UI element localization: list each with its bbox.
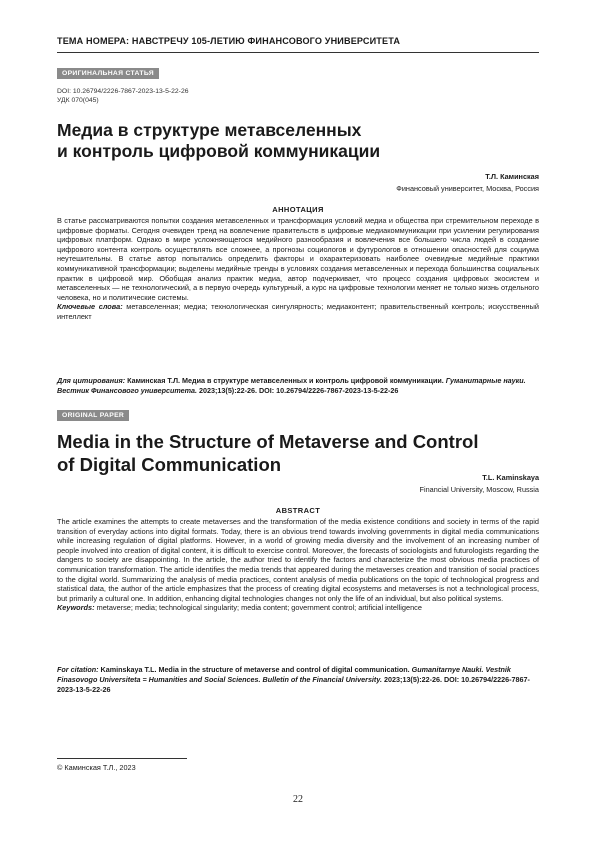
- keywords-list: метавселенная; медиа; технологическая сингулярность; медиаконтент; правительственный контроль; искусственный интеллект: [57, 302, 539, 321]
- author-affiliation: Финансовый университет, Москва, Россия: [396, 183, 539, 193]
- author-name: Т.Л. Каминская: [485, 172, 539, 181]
- abstract-heading-ru: АННОТАЦИЯ: [272, 205, 324, 214]
- abstract-ru: [57, 216, 539, 322]
- page-number: 22: [293, 794, 303, 805]
- author-name: T.L. Kaminskaya: [482, 473, 539, 482]
- citation-tail: 2023;13(5):22-26. DOI: 10.26794/2226-7867-2023-13-5-22-26: [57, 675, 530, 694]
- article-meta-ru: [57, 87, 189, 105]
- citation-ru: [57, 376, 539, 396]
- citation-journal: Гуманитарные науки. Вестник Финансового университета.: [57, 376, 526, 395]
- citation-main: Kaminskaya T.L. Media in the structure of metaverse and control of digital communication.: [98, 665, 412, 674]
- title-line-1: Медиа в структуре метавселенных: [57, 120, 362, 140]
- keywords-label: Keywords:: [57, 603, 95, 613]
- abstract-text: The article examines the attempts to create metaverses and the transformation of the media existence conditions and society in terms of the rapid transition of everyday actions into digital formats. Today, there is an obvious trend towards involving governments in digital media communications while increasing regulation of digital platforms. However, in a world of growing media diversity and the involvement of an increasing number of people involved into creation of digital content, it is difficult to exercise control. Moreover, the forecasts of sociologists and futurologists regarding the dangers to society are disappointing. In the article, the author tried to identify the factors and characterize the most obvious media practices of communication transformation. The article identifies the media trends that appeared during the metaverses creation and transition of social practices to the digital world. Summarizing the analysis of media practices, content analysis of media publications on the topic of technological progress and statistical data, the author of the article emphasizes that the process of creating digital ecosystems and metaverses is not a technological process, but primarily a cultural one. In addition, enhancing digital technologies changes not only the life of an individual, but also political systems.: [57, 517, 539, 603]
- title-line-2: и контроль цифровой коммуникации: [57, 141, 381, 161]
- keywords-list: metaverse; media; technological singularity; media content; government control; artificial intelligence: [94, 603, 422, 613]
- article-title-en: [57, 430, 478, 476]
- copyright-note: © Каминская Т.Л., 2023: [57, 763, 136, 772]
- keywords-en: [57, 603, 539, 613]
- title-line-1: Media in the Structure of Metaverse and Control: [57, 431, 479, 452]
- citation-journal: Gumanitarnye Nauki. Vestnik Finasovogo Universiteta = Humanities and Social Sciences. Bulletin of the Financial University.: [57, 665, 511, 684]
- article-type-badge-en: ORIGINAL PAPER: [57, 410, 129, 421]
- footnote-divider: [57, 758, 187, 759]
- running-header: ТЕМА НОМЕРА: НАВСТРЕЧУ 105-ЛЕТИЮ ФИНАНСОВОГО УНИВЕРСИТЕТА: [57, 36, 539, 53]
- article-type-badge-ru: ОРИГИНАЛЬНАЯ СТАТЬЯ: [57, 68, 159, 79]
- citation-label: For citation:: [57, 665, 99, 674]
- udc-code: УДК 070(045): [57, 97, 99, 104]
- keywords-ru: [57, 302, 539, 321]
- author-block-en: [420, 472, 540, 495]
- article-title-ru: [57, 120, 380, 162]
- abstract-heading-en: ABSTRACT: [275, 506, 321, 515]
- citation-main: Каминская Т.Л. Медиа в структуре метавселенных и контроль цифровой коммуникации.: [125, 376, 446, 385]
- author-affiliation: Financial University, Moscow, Russia: [419, 484, 539, 494]
- citation-tail: 2023;13(5):22-26. DOI: 10.26794/2226-7867-2023-13-5-22-26: [197, 386, 399, 395]
- abstract-text: В статье рассматриваются попытки создания метавселенных и трансформация условий медиа и общества при стремительном переходе в цифровые форматы. Сегодня очевиден тренд на вовлечение правительств в цифровые медиакоммуникации при усилении регулирования цифровых платформ. Однако в мире усложняющегося медийного разнообразия и вовлечения все большего числа людей в создание цифрового контента контроль осуществлять все сложнее, а прогнозы социологов и футурологов в отношении опасностей для социума неутешительны. В статье автор попытались определить факторы и охарактеризовать наиболее очевидные медийные практики коммуникативной трансформации; выделены медийные тренды в условиях создания метавселенных и перехода большинства социальных практик в цифровой мир. Обобщая анализ практик медиа, автор подчеркивает, что процесс создания цифровых экосистем и метавселенных — не технологический, а в первую очередь культурный, а курс на цифровые технологии меняет не только жизнь отдельного человека, но и политические системы.: [57, 216, 539, 302]
- citation-label: Для цитирования:: [57, 376, 126, 385]
- title-line-2: of Digital Communication: [57, 454, 282, 475]
- keywords-label: Ключевые слова:: [57, 302, 123, 312]
- author-block-ru: [396, 171, 539, 194]
- abstract-en: [57, 517, 539, 613]
- citation-en: [57, 665, 539, 695]
- doi-link[interactable]: DOI: 10.26794/2226-7867-2023-13-5-22-26: [57, 88, 189, 95]
